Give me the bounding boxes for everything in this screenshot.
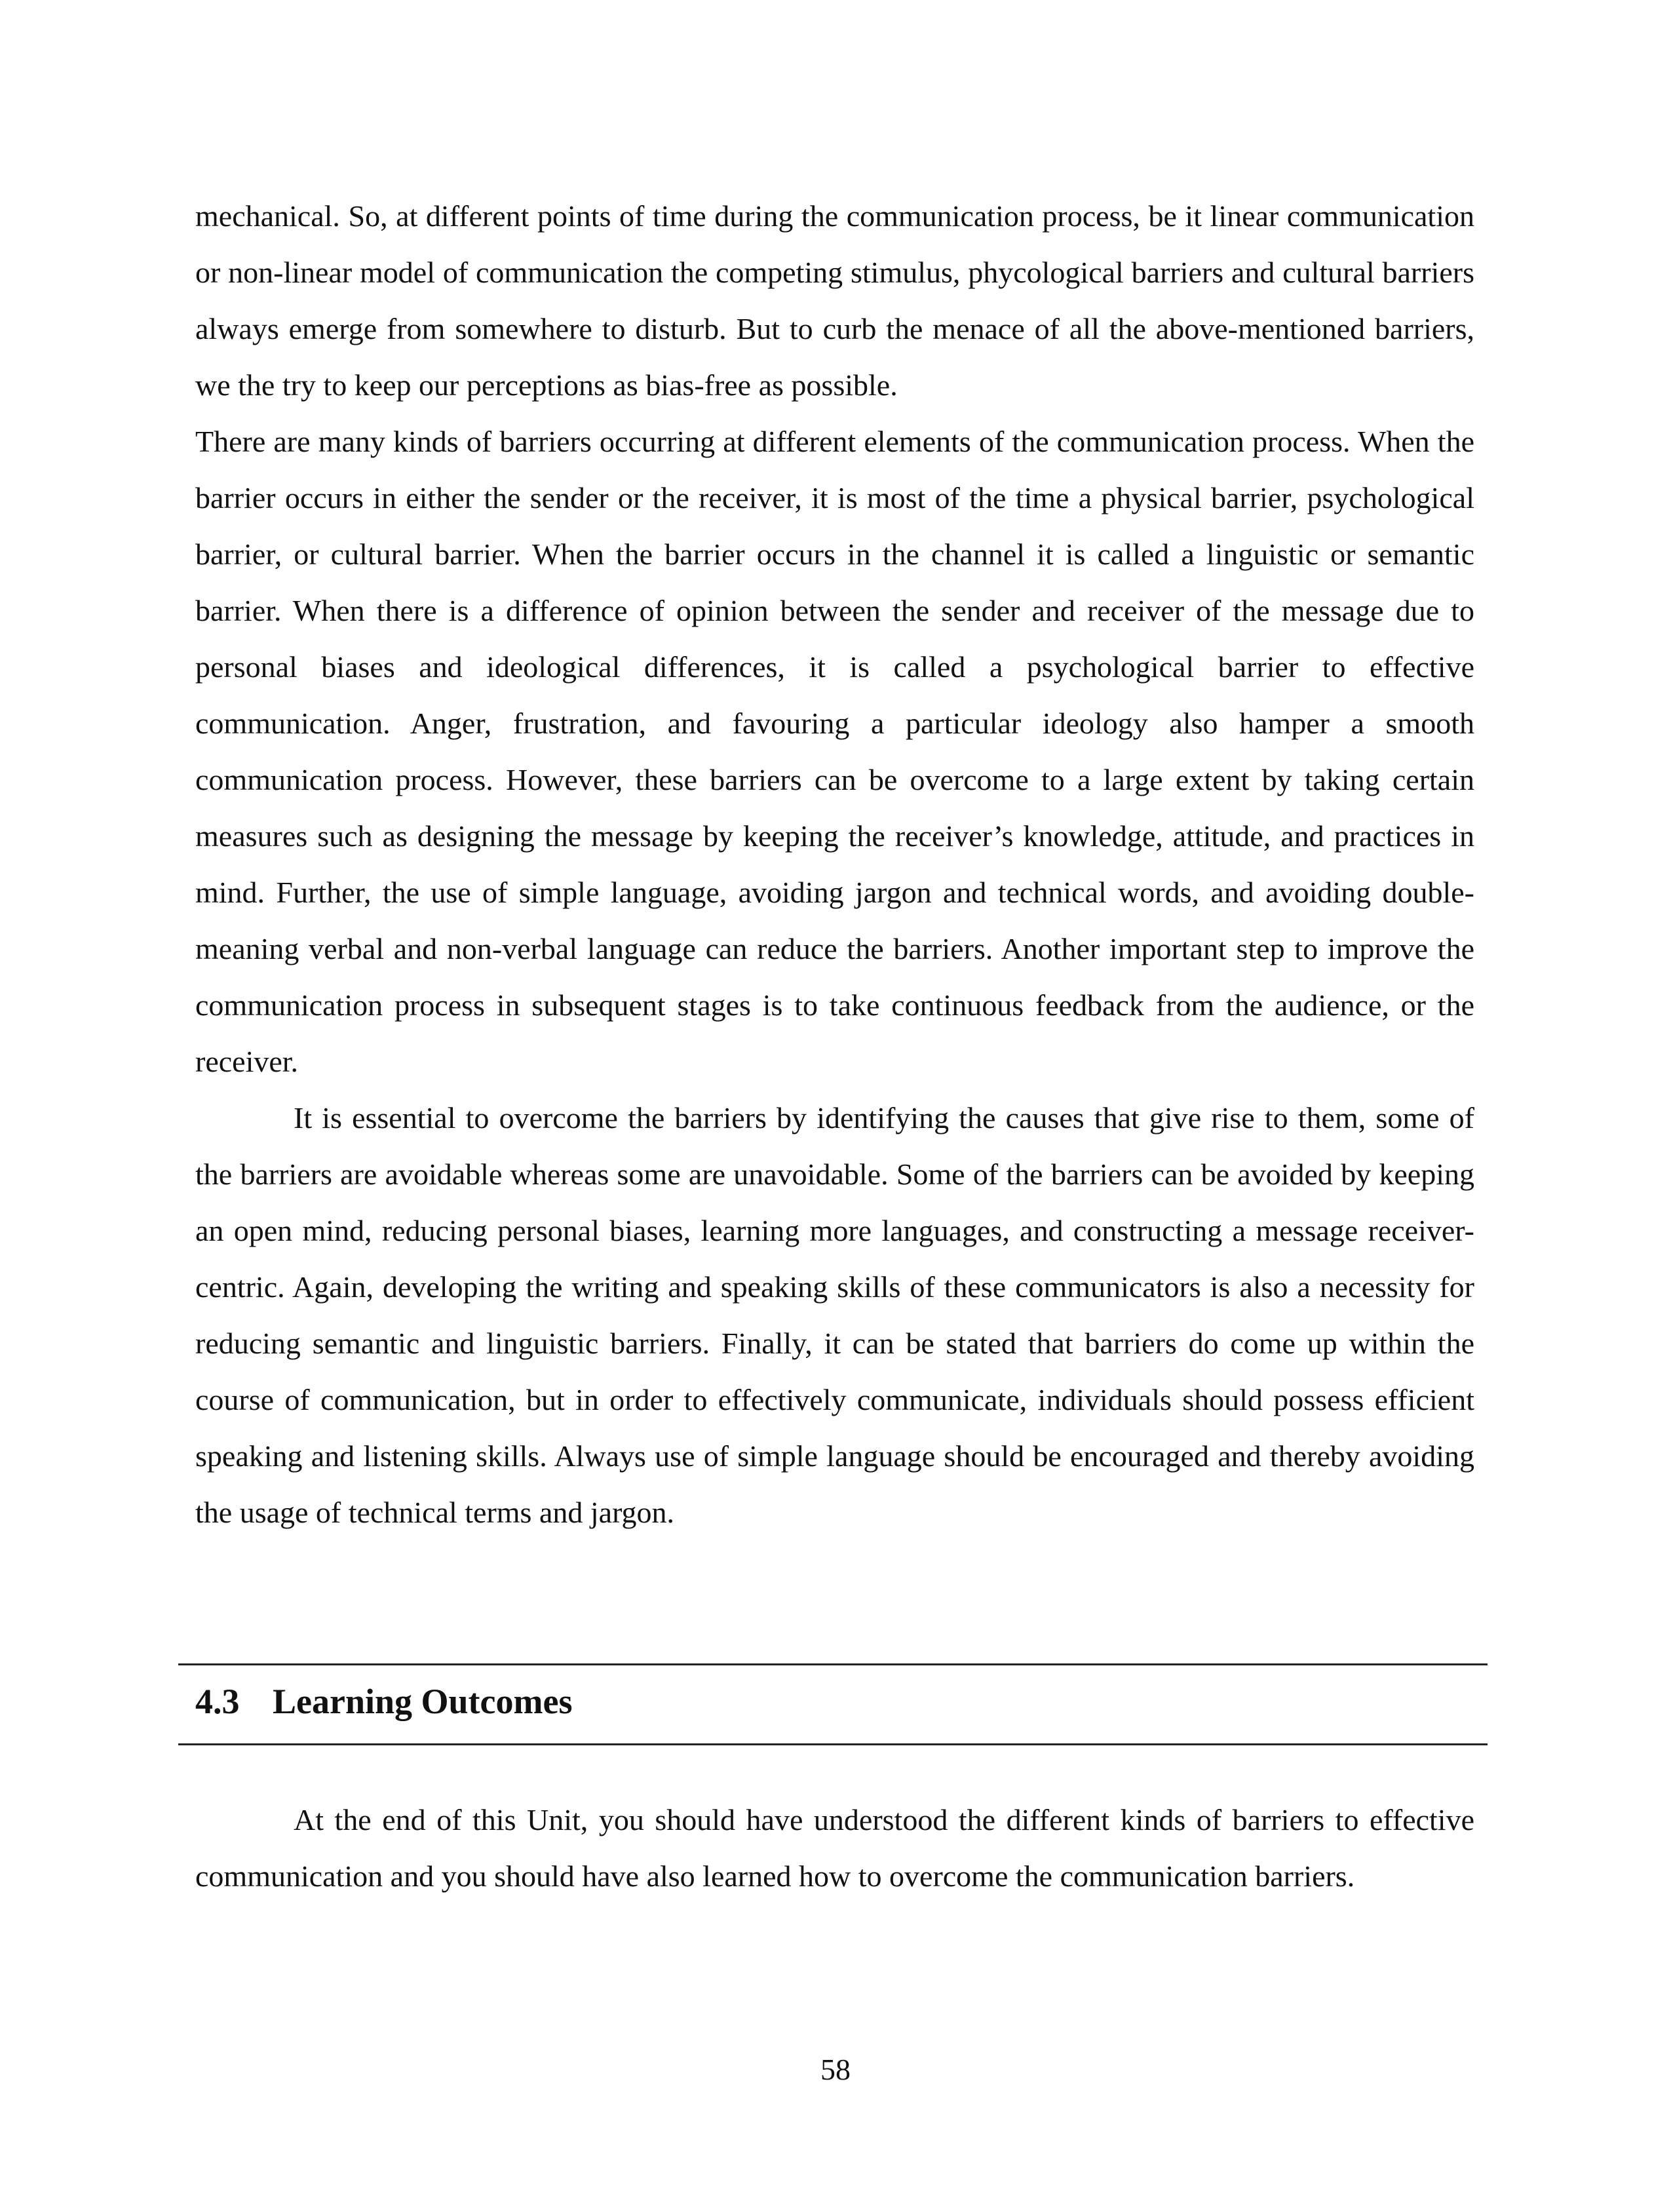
section-heading (195, 1679, 572, 1724)
body-paragraph: It is essential to overcome the barriers by identifying the causes that give rise to them, some of the barriers are avoidable whereas some are unavoidable. Some of the barriers can be avoided by keeping an open mind, reducing personal biases, learning more languages, and constructing a message receiver-centric. Again, developing the writing and speaking skills of these communicators is also a necessity for reducing semantic and linguistic barriers. Finally, it can be stated that barriers do come up within the course of communication, but in order to effectively communicate, individuals should possess efficient speaking and listening skills. Always use of simple language should be encouraged and thereby avoiding the usage of technical terms and jargon. (195, 1101, 1474, 1529)
body-paragraph: mechanical. So, at different points of time during the communication process, be it linear communication or non-linear model of communication the competing stimulus, phycological barriers and cultural barriers always emerge from somewhere to disturb. But to curb the menace of all the above-mentioned barriers, we the try to keep our perceptions as bias-free as possible. (195, 199, 1474, 402)
section-number: 4.3 (195, 1682, 240, 1721)
page-number: 58 (820, 2053, 851, 2086)
body-paragraph: There are many kinds of barriers occurring at different elements of the communication process. When the barrier occurs in either the sender or the receiver, it is most of the time a physical barrier, psychological barrier, or cultural barrier. When the barrier occurs in the channel it is called a linguistic or semantic barrier. When there is a difference of opinion between the sender and receiver of the message due to personal biases and ideological differences, it is called a psychological barrier to effective communication. Anger, frustration, and favouring a particular ideology also hamper a smooth communication process. However, these barriers can be overcome to a large extent by taking certain measures such as designing the message by keeping the receiver’s knowledge, attitude, and practices in mind. Further, the use of simple language, avoiding jargon and technical words, and avoiding double-meaning verbal and non-verbal language can reduce the barriers. Another important step to improve the communication process in subsequent stages is to take continuous feedback from the audience, or the receiver. (195, 425, 1474, 1078)
section-rule-top (178, 1663, 1488, 1665)
section-title: Learning Outcomes (273, 1682, 573, 1721)
section-body-paragraph: At the end of this Unit, you should have understood the different kinds of barriers to effective communication and you should have also learned how to overcome the communication barriers. (195, 1803, 1474, 1893)
section-rule-bottom (178, 1743, 1488, 1745)
